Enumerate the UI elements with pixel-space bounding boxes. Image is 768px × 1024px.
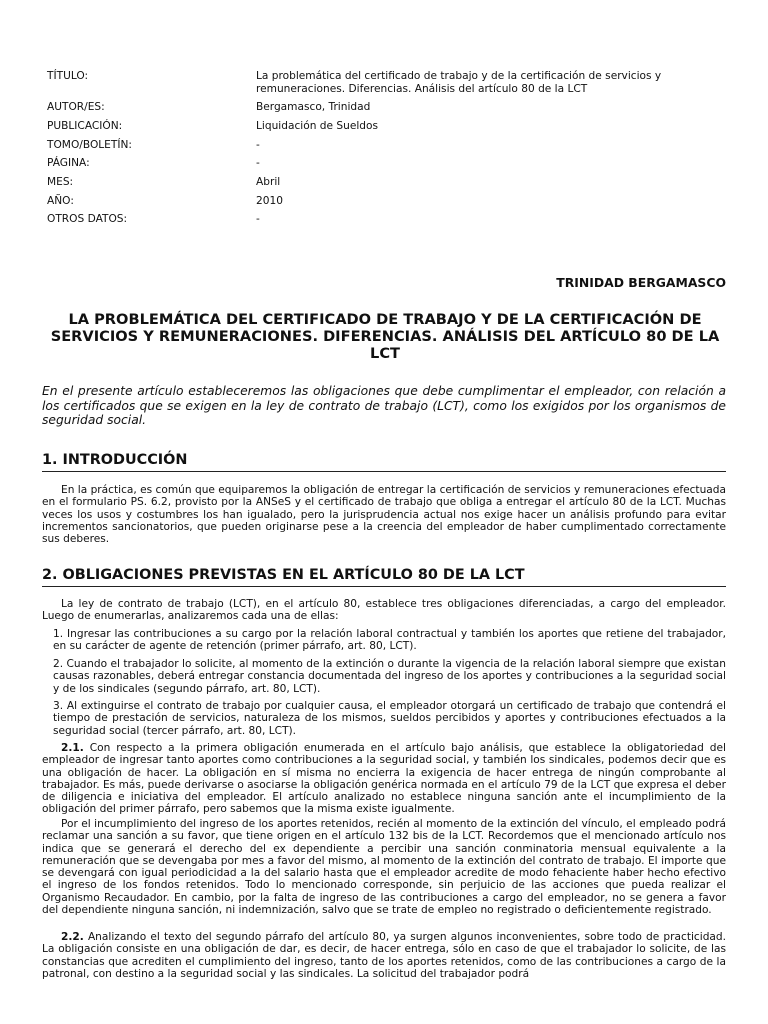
paragraph-label: 2.1.	[61, 742, 84, 754]
metadata-key: OTROS DATOS:	[47, 213, 128, 226]
metadata-row-anio	[47, 195, 737, 208]
section-heading-introduccion: 1. INTRODUCCIÓN	[42, 452, 726, 472]
paragraph-text: Analizando el texto del segundo párrafo del artículo 80, ya surgen algunos inconvenientes, sobre todo de practicidad. La obligación consiste en una obligación de dar, es decir, de hacer entrega, sólo en caso de que el trabajador lo solicite, de las constancias que acrediten el cumplimiento del ingreso, tanto de los aportes retenidos, como de las contribuciones a cargo de la patronal, con destino a la seguridad social y las sindicales. La solicitud del trabajador podrá	[42, 931, 726, 980]
metadata-key: MES:	[47, 175, 74, 188]
metadata-key: TOMO/BOLETÍN:	[47, 138, 132, 151]
list-item: 1. Ingresar las contribuciones a su cargo por la relación laboral contractual y también los aportes que retiene del trabajador, en su carácter de agente de retención (primer párrafo, art. 80, LCT).	[53, 628, 726, 653]
metadata-row-pagina	[47, 157, 737, 170]
metadata-value: Bergamasco, Trinidad	[256, 101, 371, 114]
paragraph-obligaciones-intro: La ley de contrato de trabajo (LCT), en el artículo 80, establece tres obligaciones diferenciadas, a cargo del empleador. Luego de enumerarlas, analizaremos cada una de ellas:	[42, 598, 726, 623]
metadata-key: AÑO:	[47, 194, 74, 207]
section-heading-obligaciones: 2. OBLIGACIONES PREVISTAS EN EL ARTÍCULO 80 DE LA LCT	[42, 567, 726, 587]
metadata-row-mes	[47, 176, 737, 189]
author-heading: TRINIDAD BERGAMASCO	[556, 275, 726, 290]
paragraph-2-1-b: Por el incumplimiento del ingreso de los aportes retenidos, recién al momento de la extinción del vínculo, el empleado podrá reclamar una sanción a su favor, que tiene origen en el artículo 132 bis de la LCT. Recordemos que el mencionado artículo nos indica que se generará el derecho del ex dependiente a percibir una sanción conminatoria mensual equivalente a la remuneración que se devengaba por mes a favor del mismo, al momento de la extinción del contrato de trabajo. El importe que se devengará con igual periodicidad a la del salario hasta que el empleador acredite de modo fehaciente haber hecho efectivo el ingreso de los fondos retenidos. Todo lo mencionado corresponde, sin perjuicio de las acciones que pueda realizar el Organismo Recaudador. En cambio, por la falta de ingreso de las contribuciones a cargo del empleador, no se genera a favor del dependiente ninguna sanción, ni indemnización, salvo que se trate de empleo no registrado o deficientemente registrado.	[42, 818, 726, 917]
metadata-value: -	[256, 213, 260, 226]
paragraph-introduccion: En la práctica, es común que equiparemos la obligación de entregar la certificación de servicios y remuneraciones efectuada en el formulario PS. 6.2, provisto por la ANSeS y el certificado de trabajo que obliga a entregar el artículo 80 de la LCT. Muchas veces los usos y costumbres los han igualado, pero la jurisprudencia actual nos exige hacer un análisis profundo para evitar incrementos sancionatorios, que pueden originarse pese a la creencia del empleador de haber cumplimentado correctamente sus deberes.	[42, 484, 726, 546]
article-title: LA PROBLEMÁTICA DEL CERTIFICADO DE TRABAJO Y DE LA CERTIFICACIÓN DE SERVICIOS Y REMUNERACIONES. DIFERENCIAS. ANÁLISIS DEL ARTÍCULO 80 DE LA LCT	[50, 311, 720, 362]
paragraph-label: 2.2.	[61, 931, 84, 943]
metadata-row-otros	[47, 213, 737, 226]
list-item: 3. Al extinguirse el contrato de trabajo por cualquier causa, el empleador otorgará un certificado de trabajo que contendrá el tiempo de prestación de servicios, naturaleza de los mismos, sueldos percibidos y aportes y contribuciones efectuados a la seguridad social (tercer párrafo, art. 80, LCT).	[53, 700, 726, 737]
metadata-row-tomo	[47, 139, 737, 152]
metadata-row-autor	[47, 101, 737, 114]
paragraph-text: Con respecto a la primera obligación enumerada en el artículo bajo análisis, que establece la obligatoriedad del empleador de ingresar tanto aportes como contribuciones a la seguridad social, y también los sindicales, podemos decir que es una obligación de hacer. La obligación en sí misma no encierra la exigencia de hacer entrega de ningún comprobante al trabajador. Es más, puede derivarse o asociarse la obligación genérica normada en el artículo 79 de la LCT que expresa el deber de diligencia e iniciativa del empleador. El artículo analizado no establece ninguna sanción ante el incumplimiento de la obligación del primer párrafo, pero sabemos que la misma existe igualmente.	[42, 742, 726, 816]
paragraph-2-2	[42, 931, 726, 980]
metadata-value: -	[256, 157, 260, 170]
metadata-value: La problemática del certificado de trabajo y de la certificación de servicios y remuneraciones. Diferencias. Análisis del artículo 80 de la LCT	[256, 70, 662, 95]
metadata-value: Liquidación de Sueldos	[256, 119, 379, 132]
metadata-value: 2010	[256, 194, 283, 207]
metadata-key: PÁGINA:	[47, 157, 90, 170]
metadata-row-publicacion	[47, 120, 737, 133]
metadata-key: PUBLICACIÓN:	[47, 119, 123, 132]
abstract: En el presente artículo estableceremos las obligaciones que debe cumplimentar el empleador, con relación a los certificados que se exigen en la ley de contrato de trabajo (LCT), como los exigidos por los organismos de seguridad social.	[42, 384, 726, 428]
metadata-key: AUTOR/ES:	[47, 101, 105, 114]
metadata-table	[47, 70, 737, 232]
metadata-key: TÍTULO:	[47, 70, 89, 82]
metadata-row-titulo	[47, 70, 737, 95]
metadata-value: -	[256, 138, 260, 151]
list-item: 2. Cuando el trabajador lo solicite, al momento de la extinción o durante la vigencia de la relación laboral siempre que existan causas razonables, deberá entregar constancia documentada del ingreso de los aportes y contribuciones a la seguridad social y de los sindicales (segundo párrafo, art. 80, LCT).	[53, 658, 726, 695]
metadata-value: Abril	[256, 175, 281, 188]
paragraph-2-1	[42, 742, 726, 816]
